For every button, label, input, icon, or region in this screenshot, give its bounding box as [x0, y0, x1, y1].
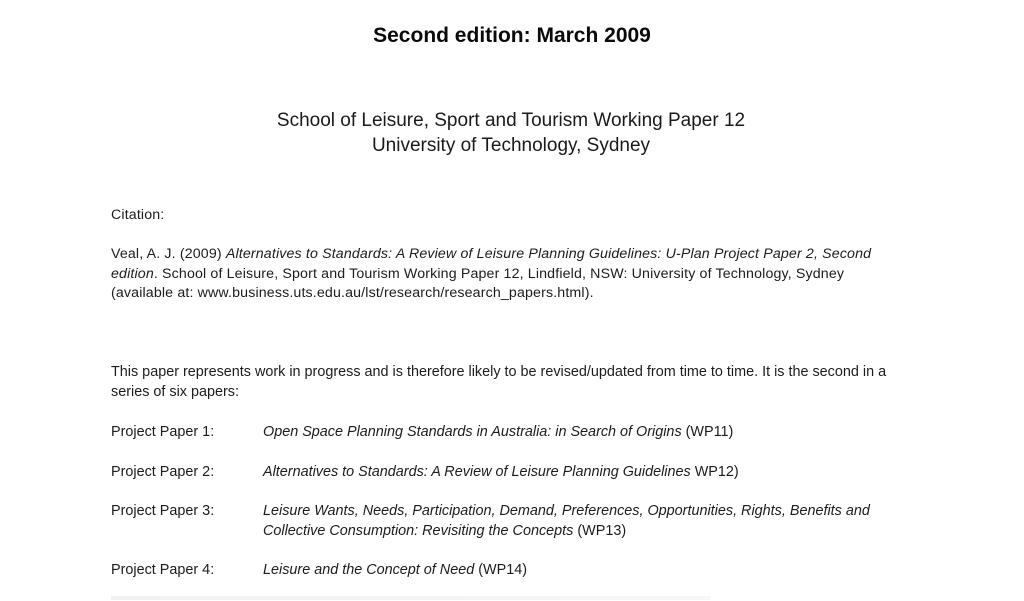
citation-text — [111, 245, 901, 304]
paper-label: Project Paper 1: — [111, 424, 215, 440]
paper-title-block — [263, 463, 911, 483]
citation-details: . School of Leisure, Sport and Tourism Working Paper 12, Lindfield, NSW: University of Technology, Sydney (available at: www.business.uts.edu.au/lst/research/research_papers.html). — [111, 265, 845, 301]
paper-label: Project Paper 3: — [111, 503, 215, 519]
paper-code: WP12) — [690, 463, 739, 480]
series-info — [0, 108, 1022, 158]
paper-code: (WP13) — [573, 522, 627, 539]
edition-title: Second edition: March 2009 — [373, 24, 651, 47]
paper-title-block — [263, 502, 911, 541]
paper-code: (WP14) — [474, 562, 527, 578]
paper-label: Project Paper 4: — [111, 562, 215, 578]
paper-title-block — [263, 561, 911, 581]
project-paper-item — [111, 463, 911, 483]
citation-title: Alternatives to Standards: A Review of Leisure Planning Guidelines: U-Plan Project Paper 2, Second edition — [111, 246, 872, 282]
paper-title: Alternatives to Standards: A Review of Leisure Planning Guidelines — [263, 463, 691, 480]
project-paper-item — [111, 561, 911, 581]
project-paper-item — [111, 502, 911, 541]
paper-label: Project Paper 2: — [111, 463, 215, 480]
project-paper-item — [111, 423, 911, 443]
intro-paragraph: This paper represents work in progress and is therefore likely to be revised/updated from time to time. It is the second in a series of six papers: — [111, 364, 887, 400]
paper-code: (WP11) — [681, 424, 734, 440]
citation-label: Citation: — [111, 207, 165, 223]
paper-title-block — [263, 423, 911, 443]
paper-title: Open Space Planning Standards in Australia: in Search of Origins — [263, 424, 682, 440]
paper-title: Leisure and the Concept of Need — [263, 562, 475, 578]
working-paper-line: School of Leisure, Sport and Tourism Working Paper 12 — [276, 110, 746, 131]
paper-title: Leisure Wants, Needs, Participation, Demand, Preferences, Opportunities, Rights, Benefits and Collective Consumption: Revisiting the Concepts — [263, 503, 870, 539]
university-line: University of Technology, Sydney — [371, 135, 651, 156]
citation-author-year: Veal, A. J. (2009) — [111, 246, 226, 262]
cutoff-text-edge — [111, 596, 711, 600]
project-papers-list — [111, 423, 911, 601]
